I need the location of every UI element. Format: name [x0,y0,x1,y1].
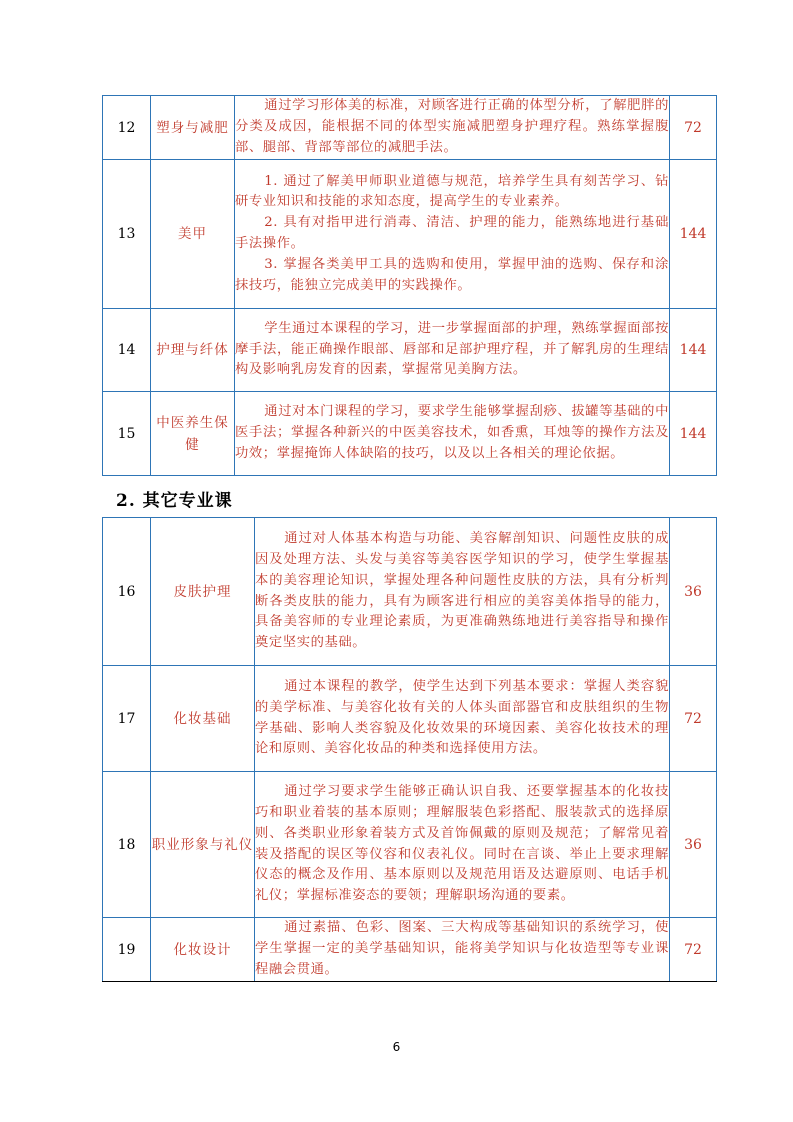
course-number: 13 [103,160,151,309]
table-row [103,772,717,918]
table-row [103,96,717,160]
table-row [103,666,717,772]
course-hours: 36 [670,518,717,666]
course-description [255,666,670,772]
description-paragraph: 通过对人体基本构造与功能、美容解剖知识、问题性皮肤的成因及处理方法、头发与美容等美容医学知识的学习，使学生掌握基本的美容理论知识，掌握处理各种问题性皮肤的方法，具有分析判断各类皮肤的能力，具有为顾客进行相应的美容美体指导的能力，具备美容师的专业理论素质，为更准确熟练地进行美容指导和操作奠定坚实的基础。 [255,531,669,651]
course-number: 17 [103,666,151,772]
course-name: 化妆设计 [151,918,255,982]
course-hours: 72 [670,918,717,982]
course-description [235,309,670,392]
description-paragraph: 学生通过本课程的学习，进一步掌握面部的护理，熟练掌握面部按摩手法，能正确操作眼部、唇部和足部护理疗程，并了解乳房的生理结构及影响乳房发育的因素，掌握常见美胸方法。 [235,320,669,378]
description-paragraph: 通过学习形体美的标准，对顾客进行正确的体型分析，了解肥胖的分类及成因，能根据不同的体型实施减肥塑身护理疗程。熟练掌握腹部、腿部、背部等部位的减肥手法。 [235,98,669,155]
course-hours: 36 [670,772,717,918]
description-paragraph: 通过本课程的教学，使学生达到下列基本要求：掌握人类容貌的美学标准、与美容化妆有关的人体头面部器官和皮肤组织的生物学基础、影响人类容貌及化妆效果的环境因素、美容化妆技术的理论和原则、美容化妆品的种类和选择使用方法。 [255,678,669,757]
course-table-part2 [102,517,717,982]
course-name: 职业形象与礼仪 [151,772,255,918]
course-table-part1 [102,95,717,476]
course-description [255,518,670,666]
table-row [103,309,717,392]
course-name: 美甲 [151,160,235,309]
section-heading: 2. 其它专业课 [116,491,233,511]
course-name: 皮肤护理 [151,518,255,666]
course-description [235,96,670,160]
page-number: 6 [392,1040,401,1054]
course-name: 塑身与减肥 [151,96,235,160]
course-description [235,160,670,309]
course-hours: 72 [670,96,717,160]
table-row [103,160,717,309]
course-description [255,918,670,982]
course-number: 12 [103,96,151,160]
course-hours: 144 [670,392,717,476]
course-name: 化妆基础 [151,666,255,772]
description-paragraph: 通过对本门课程的学习，要求学生能够掌握刮痧、拔罐等基础的中医手法；掌握各种新兴的中医美容技术，如香熏，耳烛等的操作方法及功效；掌握掩饰人体缺陷的技巧，以及以上各相关的理论依据。 [235,404,669,461]
course-description [235,392,670,476]
course-name: 护理与纤体 [151,309,235,392]
course-hours: 72 [670,666,717,772]
description-paragraph: 3. 掌握各类美甲工具的选购和使用，掌握甲油的选购、保存和涂抹技巧，能独立完成美甲的实践操作。 [235,256,669,293]
table-row [103,918,717,982]
course-number: 19 [103,918,151,982]
description-paragraph: 2. 具有对指甲进行消毒、清洁、护理的能力，能熟练地进行基础手法操作。 [235,215,669,251]
description-paragraph: 1. 通过了解美甲师职业道德与规范，培养学生具有刻苦学习、钻研专业知识和技能的求知态度，提高学生的专业素养。 [235,173,669,210]
course-hours: 144 [670,160,717,309]
course-number: 15 [103,392,151,476]
course-hours: 144 [670,309,717,392]
course-number: 14 [103,309,151,392]
course-description [255,772,670,918]
table-row [103,392,717,476]
course-name: 中医养生保健 [151,392,235,476]
table-row [103,518,717,666]
course-number: 16 [103,518,151,666]
description-paragraph: 通过学习要求学生能够正确认识自我、还要掌握基本的化妆技巧和职业着装的基本原则；理解服装色彩搭配、服装款式的选择原则、各类职业形象着装方式及首饰佩戴的原则及规范；了解常见着装及搭配的误区等仪容和仪表礼仪。同时在言谈、举止上要求理解仪态的概念及作用、基本原则以及规范用语及达避原则、电话手机礼仪；掌握标准姿态的要领；理解职场沟通的要素。 [255,784,669,904]
description-paragraph: 通过素描、色彩、图案、三大构成等基础知识的系统学习，使学生掌握一定的美学基础知识，能将美学知识与化妆造型等专业课程融会贯通。 [255,920,669,977]
course-number: 18 [103,772,151,918]
